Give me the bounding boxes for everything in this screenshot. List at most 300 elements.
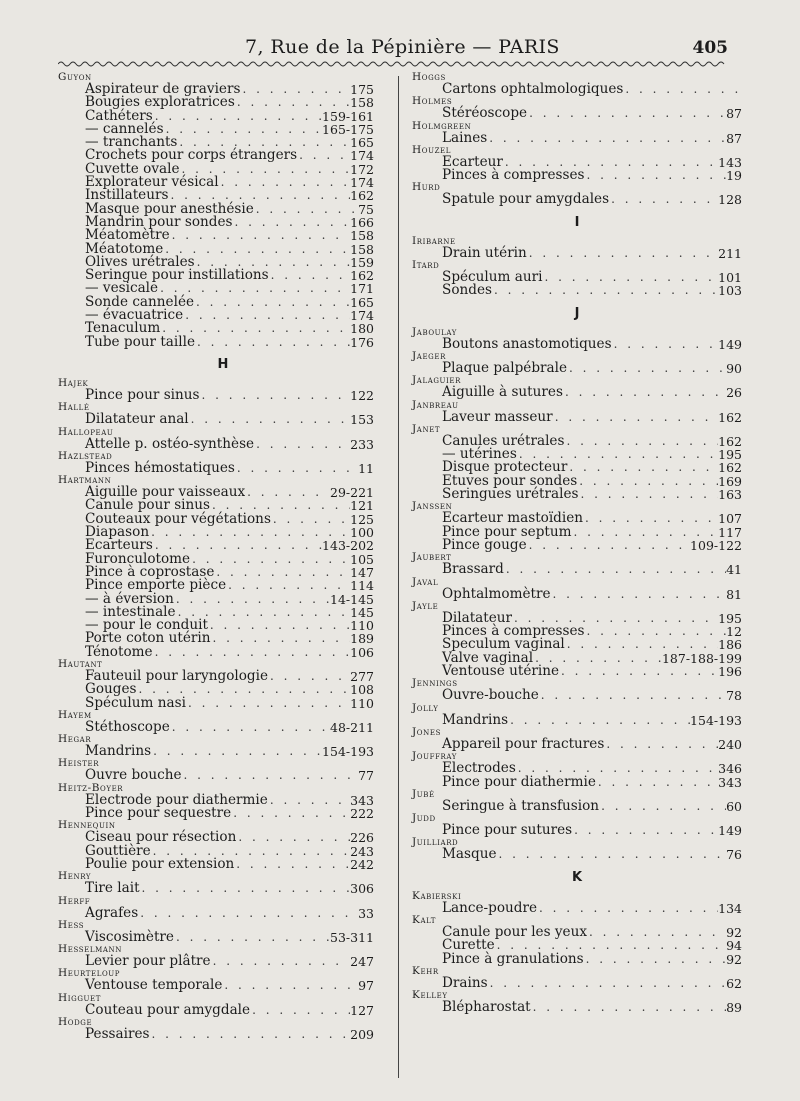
- page-ref: 174: [350, 175, 374, 191]
- dot-leader: [236, 831, 350, 844]
- index-item: [412, 488, 742, 501]
- dot-leader: [565, 638, 718, 651]
- item-label: Pince pour sequestre: [85, 805, 232, 822]
- dot-leader: [150, 1028, 351, 1041]
- page-ref: 81: [726, 586, 742, 602]
- page-number: 405: [692, 38, 728, 58]
- index-item: [412, 386, 742, 399]
- dot-leader: [612, 338, 719, 351]
- page-ref: 125: [350, 511, 374, 527]
- dot-leader: [195, 336, 350, 349]
- item-label: Mandrins: [85, 743, 152, 760]
- author-name: Guyon: [58, 71, 92, 83]
- dot-leader: [577, 475, 718, 488]
- dot-leader: [194, 296, 350, 309]
- dot-leader: [151, 745, 322, 758]
- index-entry: [412, 424, 742, 501]
- dot-leader: [140, 882, 351, 895]
- item-label: Levier pour plâtre: [85, 953, 211, 970]
- page-ref: 75: [358, 201, 374, 217]
- page-ref: 110: [350, 618, 374, 634]
- author-name: Jaubert: [412, 551, 452, 564]
- author-name: Herff: [58, 894, 91, 907]
- item-label: Tenaculum: [85, 320, 161, 337]
- author-name: Kabierski: [412, 889, 462, 902]
- page-ref: 128: [718, 192, 742, 208]
- author-name: Higguet: [58, 991, 101, 1004]
- page-ref: 159: [350, 254, 374, 270]
- index-entry: [58, 871, 388, 895]
- item-label: Drain utérin: [442, 244, 527, 261]
- page-ref: 169: [718, 473, 742, 489]
- item-label: Pinces à compresses: [442, 623, 585, 640]
- page-ref: 247: [350, 954, 374, 970]
- item-label: Sonde cannelée: [85, 293, 195, 310]
- page-ref: 14-145: [330, 591, 374, 607]
- index-entry: [58, 734, 388, 758]
- dot-leader: [240, 83, 350, 96]
- item-label: — pour le conduit: [85, 617, 208, 634]
- page-ref: 127: [350, 1002, 374, 1018]
- dot-leader: [537, 902, 718, 915]
- page-ref: 53-311: [330, 929, 374, 945]
- item-label: — utérines: [442, 446, 517, 463]
- item-label: Explorateur vésical: [85, 174, 219, 191]
- item-label: Agrafes: [85, 904, 139, 921]
- index-entry: [412, 327, 742, 351]
- item-label: Pessaires: [85, 1026, 150, 1043]
- dot-leader: [567, 362, 726, 375]
- index-entry: [412, 727, 742, 751]
- dot-leader: [539, 689, 726, 702]
- item-label: Ventouse temporale: [85, 977, 223, 994]
- section-letter: I: [574, 214, 580, 230]
- dot-leader: [504, 563, 726, 576]
- page-ref: 343: [350, 792, 374, 808]
- index-entry: [58, 427, 388, 451]
- page-ref: 159-161: [322, 108, 374, 124]
- item-label: Electrode pour diathermie: [85, 791, 268, 808]
- index-entry: [58, 968, 388, 992]
- section-letter: H: [217, 356, 229, 372]
- page-ref: 165: [350, 135, 374, 151]
- author-name: Iribarne: [412, 234, 456, 247]
- item-label: Cathéters: [85, 107, 153, 124]
- dot-leader: [164, 123, 322, 136]
- index-item: [412, 83, 742, 96]
- dot-leader: [190, 553, 350, 566]
- page-ref: 174: [350, 148, 374, 164]
- page-ref: 165: [350, 294, 374, 310]
- author-name: Hoggs: [412, 71, 446, 83]
- dot-leader: [254, 203, 358, 216]
- section-letter: K: [571, 869, 583, 885]
- dot-leader: [609, 193, 718, 206]
- page-ref: 109-122: [690, 537, 742, 553]
- dot-leader: [492, 284, 718, 297]
- index-item: [412, 129, 742, 146]
- dot-leader: [200, 389, 351, 402]
- page-ref: 226: [350, 830, 374, 846]
- item-label: Couteau pour amygdale: [85, 1001, 251, 1018]
- index-entry: [58, 944, 388, 968]
- index-entry: [412, 236, 742, 260]
- index-item: [58, 882, 388, 895]
- index-item: [412, 824, 742, 837]
- dot-leader: [268, 794, 350, 807]
- author-name: Hayem: [58, 708, 92, 721]
- author-name: Holmgreen: [412, 119, 472, 132]
- dot-leader: [182, 769, 359, 782]
- page-ref: 94: [726, 938, 742, 954]
- index-entry: [58, 920, 388, 944]
- dot-leader: [245, 486, 330, 499]
- dot-leader: [559, 665, 718, 678]
- item-label: Dilatateur anal: [85, 411, 189, 428]
- page-ref: 134: [718, 900, 742, 916]
- author-name: Hurd: [412, 181, 441, 194]
- author-name: Hazlstead: [58, 449, 113, 462]
- index-entry: [58, 475, 388, 659]
- dot-leader: [153, 110, 322, 123]
- index-item: [58, 386, 388, 403]
- dot-leader: [508, 714, 690, 727]
- dot-leader: [551, 588, 727, 601]
- page-ref: 343: [718, 774, 742, 790]
- dot-leader: [585, 625, 727, 638]
- item-label: Ophtalmomètre: [442, 585, 551, 602]
- author-name: Hajek: [58, 376, 89, 389]
- dot-leader: [564, 435, 718, 448]
- item-label: Stéthoscope: [85, 718, 170, 735]
- page-ref: 101: [718, 270, 742, 286]
- item-label: Masque pour anesthésie: [85, 200, 254, 217]
- dot-leader: [219, 176, 351, 189]
- author-name: Jaeger: [412, 349, 446, 362]
- index-item: [412, 711, 742, 728]
- dot-leader: [226, 579, 350, 592]
- author-name: Hegar: [58, 733, 92, 746]
- page-ref: 196: [718, 664, 742, 680]
- item-label: Furonculotome: [85, 550, 191, 567]
- item-label: Gouttière: [85, 842, 151, 859]
- item-label: Laveur masseur: [442, 408, 553, 425]
- item-label: Cartons ophtalmologiques: [442, 81, 624, 97]
- index-item: [412, 244, 742, 261]
- index-item: [412, 950, 742, 967]
- page-ref: 162: [718, 409, 742, 425]
- page-ref: 122: [350, 387, 374, 403]
- index-entry: [412, 182, 742, 206]
- item-label: Pince à coprostase: [85, 563, 215, 580]
- index-column-left: [58, 72, 388, 1041]
- item-label: Pince gouge: [442, 536, 527, 553]
- author-name: Henry: [58, 870, 92, 883]
- index-item: [412, 848, 742, 861]
- page-ref: 62: [726, 975, 742, 991]
- item-label: Ecarteurs: [85, 537, 153, 554]
- page-ref: 11: [358, 460, 374, 476]
- dot-leader: [587, 926, 726, 939]
- page-ref: 171: [350, 281, 374, 297]
- page-ref: 158: [350, 95, 374, 111]
- index-item: [58, 955, 388, 968]
- item-label: Lance-poudre: [442, 899, 538, 916]
- page-ref: 211: [718, 245, 742, 261]
- page-ref: 149: [718, 823, 742, 839]
- author-name: Jouffray: [412, 750, 458, 763]
- index-entry: [58, 1017, 388, 1041]
- index-item: [412, 335, 742, 352]
- page-ref: 158: [350, 241, 374, 257]
- index-entry: [412, 145, 742, 183]
- dot-leader: [153, 646, 351, 659]
- item-label: Spéculum nasi: [85, 694, 186, 711]
- page-ref: 154-193: [690, 712, 742, 728]
- item-label: Crochets pour corps étrangers: [85, 147, 298, 164]
- item-label: Boutons anastomotiques: [442, 335, 612, 352]
- index-entry: [58, 896, 388, 920]
- item-label: — évacuatrice: [85, 307, 184, 324]
- item-label: Aiguille pour vaisseaux: [85, 484, 246, 501]
- index-entry: [58, 783, 388, 821]
- page-ref: 172: [350, 161, 374, 177]
- item-label: Bougies exploratrices: [85, 94, 235, 111]
- author-name: Jaboulay: [412, 325, 458, 338]
- author-name: Hartmann: [58, 474, 112, 487]
- page-ref: 186: [718, 637, 742, 653]
- index-entry: [412, 915, 742, 966]
- page-ref: 195: [718, 447, 742, 463]
- index-item: [58, 745, 388, 758]
- author-name: Jayle: [412, 599, 439, 612]
- item-label: Pince à granulations: [442, 950, 584, 967]
- author-name: Jones: [412, 725, 441, 738]
- author-name: Juilliard: [412, 836, 459, 849]
- dot-leader: [584, 953, 726, 966]
- item-label: Ecarteur: [442, 153, 503, 170]
- index-item: [412, 107, 742, 120]
- page-ref: 29-221: [330, 485, 374, 501]
- dot-leader: [183, 309, 350, 322]
- index-item: [412, 735, 742, 752]
- column-divider: [398, 76, 399, 1078]
- author-name: Heitz-Boyer: [58, 781, 124, 794]
- index-entry: [412, 751, 742, 789]
- index-entry: [412, 375, 742, 399]
- item-label: Pince pour septum: [442, 523, 572, 540]
- page-ref: 121: [350, 498, 374, 514]
- author-name: Janbreau: [412, 398, 459, 411]
- page-ref: 77: [358, 768, 374, 784]
- dot-leader: [572, 526, 719, 539]
- author-name: Houzel: [412, 143, 452, 156]
- dot-leader: [208, 619, 350, 632]
- author-name: Hesselmann: [58, 943, 122, 956]
- dot-leader: [527, 539, 690, 552]
- item-label: Pinces hémostatiques: [85, 459, 235, 476]
- item-label: Sondes: [442, 282, 492, 299]
- dot-leader: [553, 411, 718, 424]
- item-label: Disque protecteur: [442, 459, 568, 476]
- dot-leader: [174, 931, 330, 944]
- page-ref: 114: [350, 578, 374, 594]
- index-entry: [58, 758, 388, 782]
- item-label: Mandrin pour sondes: [85, 213, 233, 230]
- author-name: Holmes: [412, 95, 453, 108]
- item-label: Stéréoscope: [442, 105, 528, 122]
- page-ref: 33: [358, 905, 374, 921]
- page-ref: 153: [350, 412, 374, 428]
- index-item: [58, 459, 388, 476]
- dot-leader: [599, 800, 726, 813]
- dot-leader: [268, 670, 350, 683]
- item-label: Pince pour sinus: [85, 386, 200, 403]
- author-name: Hallopeau: [58, 425, 114, 438]
- item-label: Ventouse utérine: [442, 663, 560, 680]
- dot-leader: [527, 107, 726, 120]
- page-ref: 87: [726, 130, 742, 146]
- page-ref: 162: [350, 188, 374, 204]
- author-name: Jubé: [412, 787, 435, 800]
- page-ref: 149: [718, 336, 742, 352]
- page-ref: 60: [726, 798, 742, 814]
- item-label: Ciseau pour résection: [85, 829, 237, 846]
- index-item: [58, 979, 388, 992]
- section-letter: J: [574, 305, 580, 321]
- page-ref: 12: [726, 624, 742, 640]
- dot-leader: [186, 697, 350, 710]
- index-entry: [412, 837, 742, 861]
- item-label: Laines: [442, 129, 488, 146]
- item-label: Ouvre-bouche: [442, 687, 539, 704]
- page-ref: 90: [726, 360, 742, 376]
- page-ref: 242: [350, 856, 374, 872]
- index-entry: [412, 351, 742, 375]
- index-item: [412, 797, 742, 814]
- item-label: Speculum vaginal: [442, 636, 565, 653]
- page-ref: 110: [350, 695, 374, 711]
- dot-leader: [604, 738, 718, 751]
- page-ref: 26: [726, 385, 742, 401]
- item-label: Pince emporte pièce: [85, 577, 227, 594]
- dot-leader: [583, 512, 718, 525]
- page-ref: 174: [350, 308, 374, 324]
- index-item: [412, 665, 742, 678]
- author-name: Janet: [412, 422, 441, 435]
- page-ref: 163: [718, 487, 742, 503]
- page-ref: 143: [718, 154, 742, 170]
- page-ref: 165-175: [322, 121, 374, 137]
- item-label: Gouges: [85, 681, 137, 698]
- dot-leader: [563, 386, 726, 399]
- dot-leader: [579, 488, 719, 501]
- index-item: [58, 435, 388, 452]
- index-column-right: [412, 72, 742, 1014]
- page-ref: 166: [350, 214, 374, 230]
- dot-leader: [214, 566, 350, 579]
- page-ref: 147: [350, 564, 374, 580]
- index-item: [58, 769, 388, 782]
- page-ref: 143-202: [322, 538, 374, 554]
- page-ref: 346: [718, 761, 742, 777]
- dot-leader: [234, 858, 350, 871]
- index-entry: [412, 552, 742, 576]
- item-label: Poulie pour extension: [85, 855, 235, 872]
- dot-leader: [572, 824, 718, 837]
- page-ref: 92: [726, 924, 742, 940]
- index-item: [412, 408, 742, 425]
- index-entry: [412, 72, 742, 96]
- page-ref: 187-188-199: [661, 650, 742, 666]
- index-entry: [412, 260, 742, 298]
- index-entry: [412, 891, 742, 915]
- page-ref: 209: [350, 1027, 374, 1043]
- item-label: Valve vaginal: [442, 649, 534, 666]
- page-ref: 100: [350, 525, 374, 541]
- item-label: Fauteuil pour laryngologie: [85, 667, 269, 684]
- dot-leader: [189, 413, 350, 426]
- item-label: Aiguille à sutures: [442, 384, 563, 401]
- page-ref: 180: [350, 321, 374, 337]
- item-label: Ecarteur mastoïdien: [442, 510, 584, 527]
- index-item: [412, 169, 742, 182]
- page-ref: 162: [350, 268, 374, 284]
- index-entry: [412, 789, 742, 813]
- index-entry: [58, 378, 388, 402]
- page-ref: 117: [718, 524, 742, 540]
- item-label: Canule pour les yeux: [442, 923, 588, 940]
- index-entry: [412, 966, 742, 990]
- dot-leader: [271, 513, 350, 526]
- item-label: Curette: [442, 937, 495, 954]
- item-label: Appareil pour fractures: [442, 735, 605, 752]
- item-label: Diapason: [85, 524, 150, 541]
- item-label: Drains: [442, 974, 488, 991]
- author-name: Itard: [412, 259, 440, 272]
- item-label: Plaque palpébrale: [442, 359, 568, 376]
- wavy-rule: [58, 58, 728, 70]
- index-item: [412, 773, 742, 790]
- index-item: [58, 855, 388, 872]
- index-entry: [58, 820, 388, 871]
- page-ref: 233: [350, 436, 374, 452]
- author-name: Kehr: [412, 964, 439, 977]
- item-label: Olives urétrales: [85, 253, 195, 270]
- item-label: Dilatateur: [442, 609, 513, 626]
- page-ref: 162: [718, 433, 742, 449]
- page-ref: 277: [350, 668, 374, 684]
- index-entry: [412, 990, 742, 1014]
- page-ref: 240: [718, 736, 742, 752]
- author-name: Judd: [412, 812, 436, 825]
- dot-leader: [297, 149, 350, 162]
- page-ref: 89: [726, 1000, 742, 1016]
- author-name: Jalaguier: [412, 374, 462, 387]
- page-ref: 19: [726, 168, 742, 184]
- page-ref: 145: [350, 604, 374, 620]
- dot-leader: [596, 776, 718, 789]
- author-name: Hess: [58, 918, 85, 931]
- item-label: Tube pour taille: [85, 333, 196, 350]
- item-label: Ténotome: [85, 643, 153, 660]
- page-ref: 222: [350, 806, 374, 822]
- index-entry: [412, 577, 742, 601]
- dot-leader: [170, 229, 350, 242]
- dot-leader: [487, 132, 726, 145]
- dot-leader: [585, 169, 727, 182]
- page-ref: 107: [718, 511, 742, 527]
